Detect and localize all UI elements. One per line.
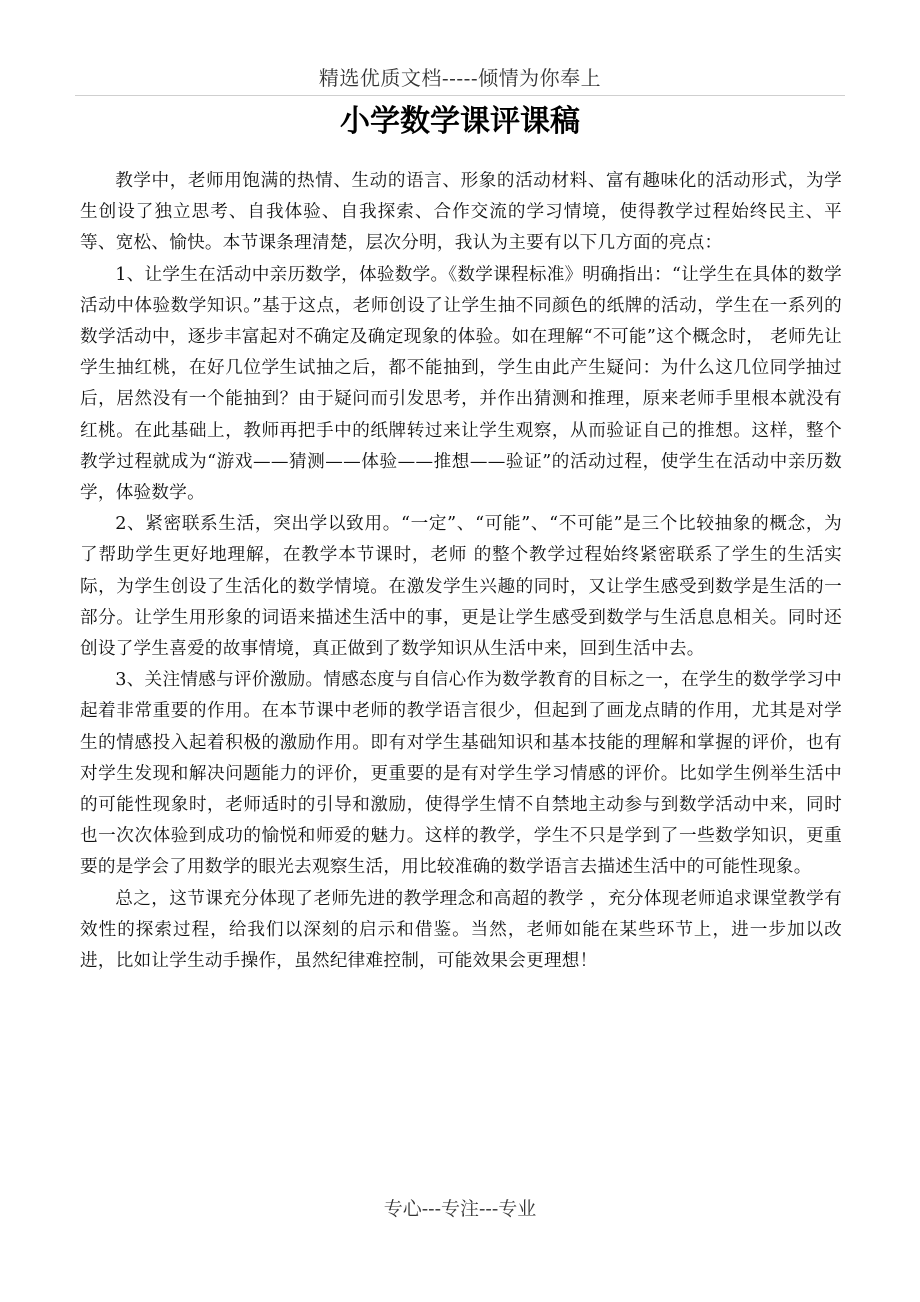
paragraph-point-2: 2、紧密联系生活，突出学以致用。“一定”、“可能”、“不可能”是三个比较抽象的概念，为了帮助学生更好地理解，在教学本节课时，老师 的整个教学过程始终紧密联系了学生的生活实际，为学生创设了生活化的数学情境。在激发学生兴趣的同时，又让学生感受到数学是生活的一部分。让学生用形象的词语来描述生活中的事，更是让学生感受到数学与生活息息相关。同时还创设了学生喜爱的故事情境，真正做到了数学知识从生活中来，回到生活中去。 bbox=[80, 514, 842, 660]
document-body bbox=[80, 166, 842, 977]
paragraph-point-1: 1、让学生在活动中亲历数学，体验数学。《数学课程标准》明确指出：“让学生在具体的数学活动中体验数学知识。”基于这点，老师创设了让学生抽不同颜色的纸牌的活动，学生在一系列的数学活动中，逐步丰富起对不确定及确定现象的体验。如在理解“不可能”这个概念时， 老师先让学生抽红桃，在好几位学生试抽之后，都不能抽到，学生由此产生疑问：为什么这几位同学抽过后，居然没有一个能抽到？由于疑问而引发思考，并作出猜测和推理，原来老师手里根本就没有红桃。在此基础上，教师再把手中的纸牌转过来让学生观察，从而验证自己的推想。这样，整个教学过程就成为“游戏——猜测——体验——推想——验证”的活动过程，使学生在活动中亲历数学，体验数学。 bbox=[80, 264, 842, 504]
page-header bbox=[75, 60, 845, 96]
footer-text: 专心---专注---专业 bbox=[383, 1198, 537, 1220]
header-text: 精选优质文档-----倾情为你奉上 bbox=[318, 66, 602, 90]
page-footer bbox=[0, 1192, 920, 1226]
paragraph-conclusion: 总之，这节课充分体现了老师先进的教学理念和高超的教学 ，充分体现老师追求课堂教学有效性的探索过程，给我们以深刻的启示和借鉴。当然，老师如能在某些环节上，进一步加以改进，比如让学生动手操作，虽然纪律难控制，可能效果会更理想！ bbox=[80, 888, 842, 972]
paragraph-intro: 教学中，老师用饱满的热情、生动的语言、形象的活动材料、富有趣味化的活动形式，为学生创设了独立思考、自我体验、自我探索、合作交流的学习情境，使得教学过程始终民主、平等、宽松、愉快。本节课条理清楚，层次分明，我认为主要有以下几方面的亮点： bbox=[80, 171, 842, 254]
document-title: 小学数学课评课稿 bbox=[340, 104, 580, 139]
paragraph-point-3: 3、关注情感与评价激励。情感态度与自信心作为数学教育的目标之一，在学生的数学学习中起着非常重要的作用。在本节课中老师的教学语言很少，但起到了画龙点睛的作用，尤其是对学生的情感投入起着积极的激励作用。即有对学生基础知识和基本技能的理解和掌握的评价，也有对学生发现和解决问题能力的评价，更重要的是有对学生学习情感的评价。比如学生例举生活中的可能性现象时，老师适时的引导和激励，使得学生情不自禁地主动参与到数学活动中来，同时也一次次体验到成功的愉悦和师爱的魅力。这样的教学，学生不只是学到了一些数学知识，更重要的是学会了用数学的眼光去观察生活，用比较准确的数学语言去描述生活中的可能性现象。 bbox=[80, 670, 842, 878]
